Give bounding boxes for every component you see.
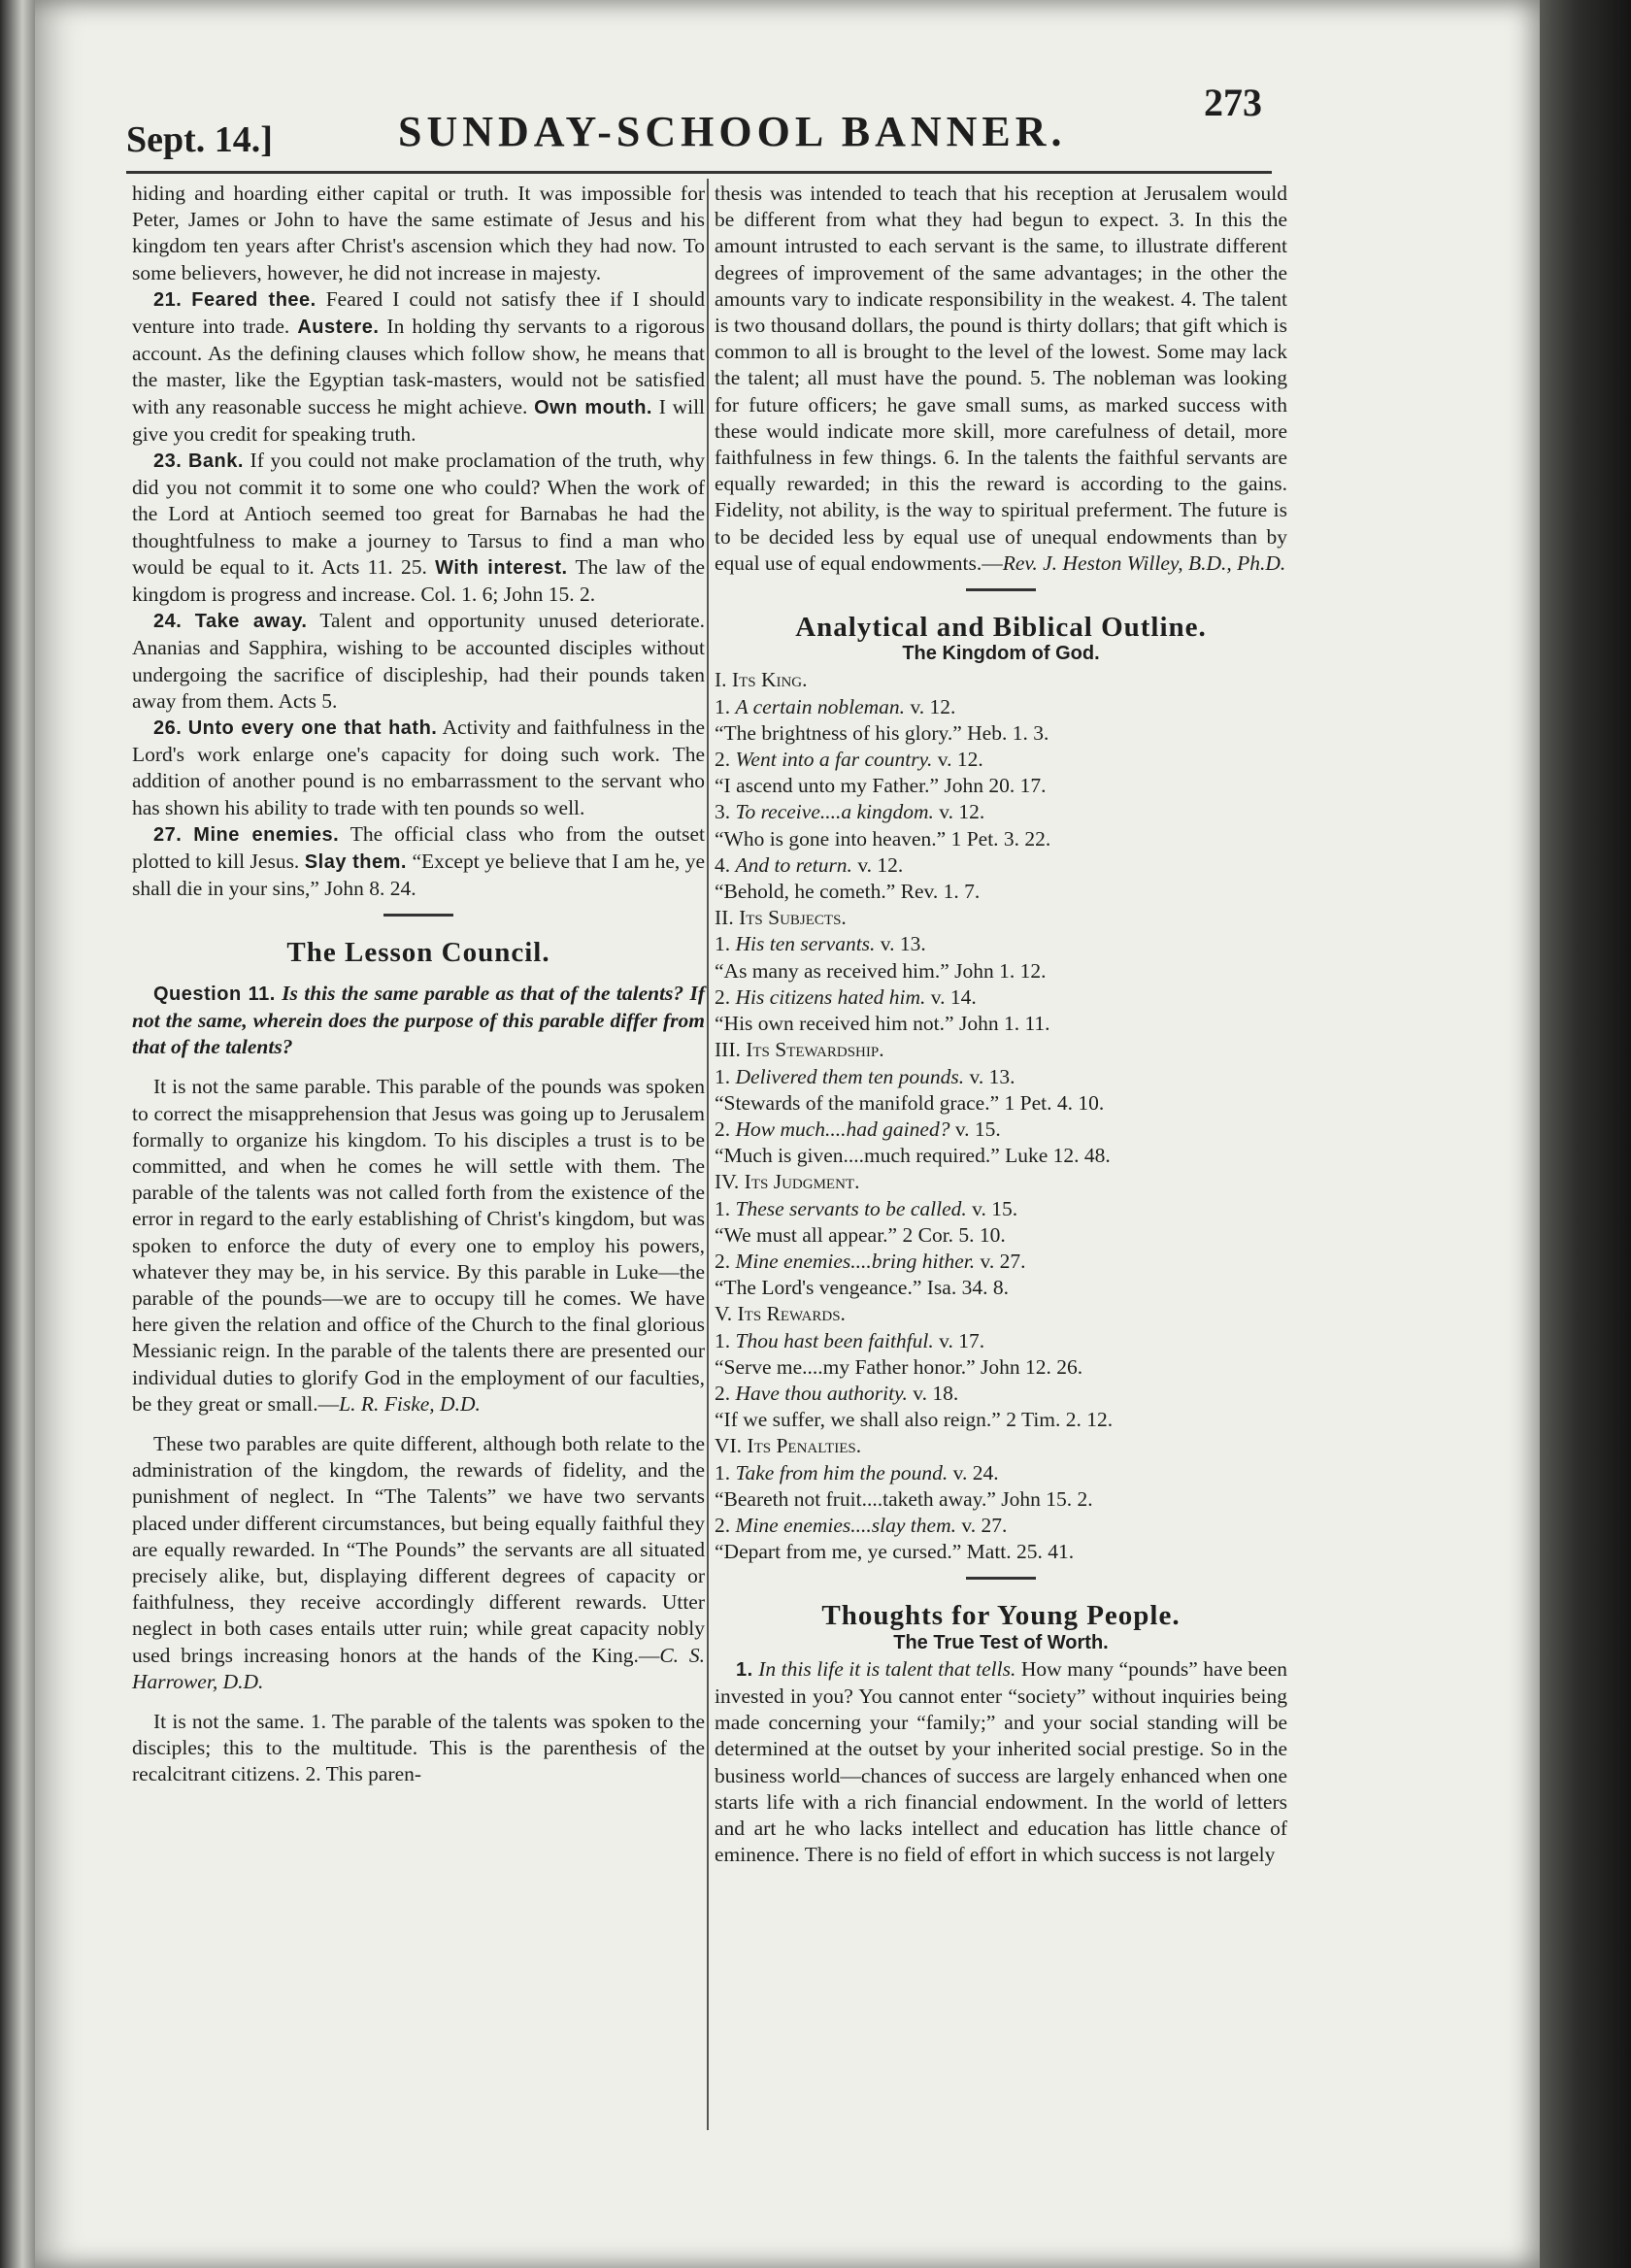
right-column [715,181,1287,1868]
verse-keyword: With interest. [435,556,568,579]
outline-item [715,1381,1287,1407]
outline-scripture-quote: “Serve me....my Father honor.” John 12. 26. [715,1354,1083,1379]
outline-item-verse: v. 17. [939,1328,985,1352]
outline-scripture-quote: “Beareth not fruit....taketh away.” John 15. 2. [715,1486,1093,1511]
verse-keyword: Own mouth. [534,396,652,418]
outline-scripture-quote: “The brightness of his glory.” Heb. 1. 3. [715,720,1049,745]
section-divider [966,588,1036,591]
outline-item-text: His ten servants. [735,932,876,956]
answer-signature: C. S. Harrower, D.D. [132,1643,705,1693]
outline-item-text: Have thou authority. [735,1381,908,1405]
answer-continued [715,181,1287,577]
outline-item-number: 2. [715,1117,731,1141]
question-text: Is this the same parable as that of the talents? If not the same, wherein does the purpose of this parable differ from that of the talents? [132,981,705,1059]
verse-text: Feared I could not satisfy thee if I should venture into trade. [132,286,706,339]
verse-number: 23. [153,450,183,473]
outline-heading: V. Its Rewards. [715,1302,846,1326]
verse-text: The law of the kingdom is progress and increase. Col. 1. 6; John 15. 2. [132,554,705,607]
outline-heading: II. Its Subjects. [715,906,847,930]
section-title-outline: Analytical and Biblical Outline. [795,612,1207,644]
verse-number: 27. [153,823,183,846]
answer-signature: Rev. J. Heston Willey, B.D., Ph.D. [1002,550,1286,575]
continued-paragraph: hiding and hoarding either capital or truth. It was impossible for Peter, James or John to have the same estimate of Jesus and his kingdom ten years after Christ's ascension which they had now. To some believers, however, he did not increase in majesty. [132,182,705,284]
outline-item-number: 1. [715,694,731,718]
verse-text: The official class who from the outset plotted to kill Jesus. [132,821,705,874]
verse-number: 24. [153,611,183,633]
outline-item-text: How much....had gained? [735,1117,950,1141]
outline-heading: I. Its King. [715,668,808,692]
outline-item-number: 2. [715,748,731,772]
outline-scripture-quote: “I ascend unto my Father.” John 20. 17. [715,774,1047,798]
thought-text: How many “pounds” have been invested in you? You cannot enter “society” without inquiries being made concerning your “family;” and your social standing will be determined at the outset by your inherited social prestige. So in the business world—chances of success are largely enhanced when one starts life with a rich financial endowment. In the world of letters and art he who lacks intellect and education has little chance of eminence. There is no field of effort in which success is not largely [715,1656,1288,1867]
answer-harrower [132,1431,705,1695]
outline-item [715,931,1287,957]
answer-text: These two parables are quite different, although both relate to the administration of the kingdom, the rewards of fidelity, and the punishment of neglect. In “The Talents” we have two servants placed under different circumstances, but being equally faithful they are equally rewarded. In “The Pounds” the servants are all situated precisely alike, but, displaying different degrees of capacity or faithfulness, they receive accordingly different rewards. Utter neglect in both cases entails utter ruin; while great capacity nobly used brings increasing honors at the hands of the King.— [132,1431,705,1667]
outline-item-text: Take from him the pound. [735,1460,949,1484]
verse-keyword: Slay them. [304,851,407,874]
verse-keyword: Take away. [194,611,308,633]
outline-scripture-quote: “His own received him not.” John 1. 11. [715,1012,1050,1036]
verse-note-21 [132,286,705,448]
outline-heading: IV. Its Judgment. [715,1170,860,1194]
outline-item-text: And to return. [735,852,852,877]
thoughts-subtitle: The True Test of Worth. [893,1631,1109,1653]
outline-item-verse: v. 15. [972,1196,1018,1220]
outline-scripture-quote: “Behold, he cometh.” Rev. 1. 7. [715,880,981,904]
running-header [126,80,1282,160]
outline-item [715,1460,1287,1486]
outline-scripture-quote: “Depart from me, ye cursed.” Matt. 25. 41. [715,1540,1075,1564]
outline-item [715,1328,1287,1354]
outline-item-number: 2. [715,984,731,1009]
outline-item-number: 1. [715,1460,731,1484]
verse-note-23 [132,448,705,608]
outline-heading: VI. Its Penalties. [715,1434,862,1458]
verse-number: 26. [153,717,183,740]
column-rule [707,179,709,2130]
outline-item-text: Went into a far country. [735,748,933,772]
outline-scripture-quote: “Who is gone into heaven.” 1 Pet. 3. 22. [715,826,1051,850]
outline-item-number: 1. [715,1328,731,1352]
verse-keyword: Bank. [187,450,244,473]
section-title-lesson-council: The Lesson Council. [286,937,550,969]
book-edge [1540,0,1631,2268]
outline-item-text: His citizens hated him. [735,984,926,1009]
header-rule [126,171,1272,174]
outline-item-text: Mine enemies....bring hither. [735,1249,976,1273]
outline-item [715,694,1287,720]
outline-item-verse: v. 12. [857,852,904,877]
outline-item-verse: v. 15. [954,1117,1001,1141]
verse-keyword: Mine enemies. [193,823,340,846]
outline-item-number: 4. [715,852,731,877]
section-divider [966,1577,1036,1580]
outline-item-verse: v. 12. [937,748,983,772]
verse-text: In holding thy servants to a rigorous account. As the defining clauses which follow show, he means that the master, like the Egyptian task-masters, would not be satisfied with any reasonable success he might achieve. [132,315,706,418]
outline-item-number: 2. [715,1513,731,1537]
outline-item-number: 2. [715,1381,731,1405]
outline-scripture-quote: “Stewards of the manifold grace.” 1 Pet. 4. 10. [715,1090,1105,1115]
outline-item [715,984,1287,1011]
verse-text: I will give you credit for speaking truth. [132,394,706,446]
outline-item-verse: v. 18. [913,1381,959,1405]
answer-text: It is not the same parable. This parable of the pounds was spoken to correct the misapprehension that Jesus was going up to Jerusalem formally to organize his kingdom. To his disciples a trust is to be committed, and when he comes he will settle with them. The parable of the talents was not called forth from the existence of the error in regard to the early establishing of Christ's kingdom, but was spoken to enforce the duty of every one to employ his powers, whatever they may be, in his service. By this parable in Luke—the parable of the pounds—we are to occupy till he comes. We have here given the relation and office of the Church to the final glorious Messianic reign. In the parable of the talents there are presented our individual duties to glorify God in the employment of our faculties, be they great or small.— [132,1075,705,1416]
outline-item [715,1196,1287,1222]
outline-subtitle: The Kingdom of God. [902,643,1100,665]
verse-text: Activity and faithfulness in the Lord's work enlarge one's capacity for doing such work. The addition of another pound is no embarrassment to the servant who has shown his ability to trade with ten pounds so well. [132,716,705,819]
answer-fiske [132,1074,705,1418]
outline-item-verse: v. 14. [930,984,977,1009]
section-title-thoughts: Thoughts for Young People. [821,1600,1181,1632]
verse-note-24 [132,608,705,715]
outline-item-number: 3. [715,800,731,824]
outline-item [715,1117,1287,1143]
outline-scripture-quote: “If we suffer, we shall also reign.” 2 Tim. 2. 12. [715,1408,1114,1432]
outline-item-text: Mine enemies....slay them. [735,1513,956,1537]
left-column [132,181,705,1788]
verse-number: 21. [153,288,183,311]
outline-scripture-quote: “The Lord's vengeance.” Isa. 34. 8. [715,1276,1009,1300]
section-divider [383,914,453,917]
verse-text: “Except ye believe that I am he, ye shall die in your sins,” John 8. 24. [132,850,706,901]
outline-item-number: 1. [715,1196,731,1220]
answer-signature: L. R. Fiske, D.D. [339,1391,481,1416]
outline-list [715,667,1287,1565]
outline-item-verse: v. 27. [980,1249,1026,1273]
outline-item [715,747,1287,773]
council-question [132,981,705,1061]
header-date: Sept. 14.] [126,119,273,160]
outline-item-verse: v. 13. [880,932,926,956]
outline-item [715,1249,1287,1275]
outline-item-number: 1. [715,1064,731,1088]
outline-scripture-quote: “Much is given....much required.” Luke 12. 48. [715,1144,1111,1168]
header-title: SUNDAY-SCHOOL BANNER. [398,108,1067,155]
outline-item-verse: v. 24. [952,1460,999,1484]
outline-item [715,1513,1287,1539]
outline-item [715,799,1287,825]
outline-item-number: 1. [715,932,731,956]
outline-scripture-quote: “We must all appear.” 2 Cor. 5. 10. [715,1222,1006,1247]
outline-item [715,852,1287,879]
thought-heading: In this life it is talent that tells. [758,1656,1016,1681]
outline-scripture-quote: “As many as received him.” John 1. 12. [715,958,1047,983]
thought-number: 1. [736,1658,753,1681]
answer-third: It is not the same. 1. The parable of the talents was spoken to the disciples; this to the multitude. This is the parenthesis of the recalcitrant citizens. 2. This paren- [132,1709,705,1786]
verse-keyword: Austere. [297,317,380,339]
answer-text: thesis was intended to teach that his reception at Jerusalem would be different from what they had begun to expect. 3. In this the amount intrusted to each servant is the same, to illustrate different degrees of improvement of the same advantages; in the other the amounts vary to indicate responsibility in the weakest. 4. The talent is two thousand dollars, the pound is thirty dollars; that gift which is common to all is brought to the level of the lowest. Some may lack the talent; all must have the pound. 5. The nobleman was looking for future officers; he gave small sums, as marked success with these would indicate more skill, more carefulness of detail, more faithfulness in few things. 6. In the talents the faithful servants are equally rewarded; in this the reward is according to the gains. Fidelity, not ability, is the way to spiritual preferment. The future is to be decided less by equal use of unequal endowments than by equal use of equal endowments.— [715,182,1287,575]
outline-item-text: Delivered them ten pounds. [735,1064,965,1088]
question-number: Question 11. [153,983,276,1005]
verse-note-26 [132,715,705,821]
outline-item-text: These servants to be called. [735,1196,967,1220]
verse-text: Talent and opportunity unused deteriorate. Ananias and Sapphira, wishing to be accounted disciples without undergoing the sacrifice of discipleship, had their pounds taken away from them. Acts 5. [132,609,706,713]
outline-item-verse: v. 12. [939,800,985,824]
outline-item-number: 2. [715,1249,731,1273]
outline-item-text: A certain nobleman. [735,694,906,718]
thought-paragraph [715,1656,1287,1869]
outline-item-verse: v. 13. [969,1064,1015,1088]
verse-keyword: Feared thee. [191,288,316,311]
outline-item [715,1064,1287,1090]
outline-item-text: Thou hast been faithful. [735,1328,934,1352]
outline-item-text: To receive....a kingdom. [735,800,934,824]
outline-item-verse: v. 27. [961,1513,1008,1537]
page-number: 273 [1204,81,1262,124]
outline-heading: III. Its Stewardship. [715,1038,884,1062]
verse-note-27 [132,821,705,903]
verse-keyword: Unto every one that hath. [187,717,438,740]
verse-text: If you could not make proclamation of the truth, why did you not commit it to some one who could? When the work of the Lord at Antioch seemed too great for Barnabas he had the thoughtfulness to make a journey to Tarsus to find a man who would be equal to it. Acts 11. 25. [132,449,706,579]
outline-item-verse: v. 12. [910,694,956,718]
